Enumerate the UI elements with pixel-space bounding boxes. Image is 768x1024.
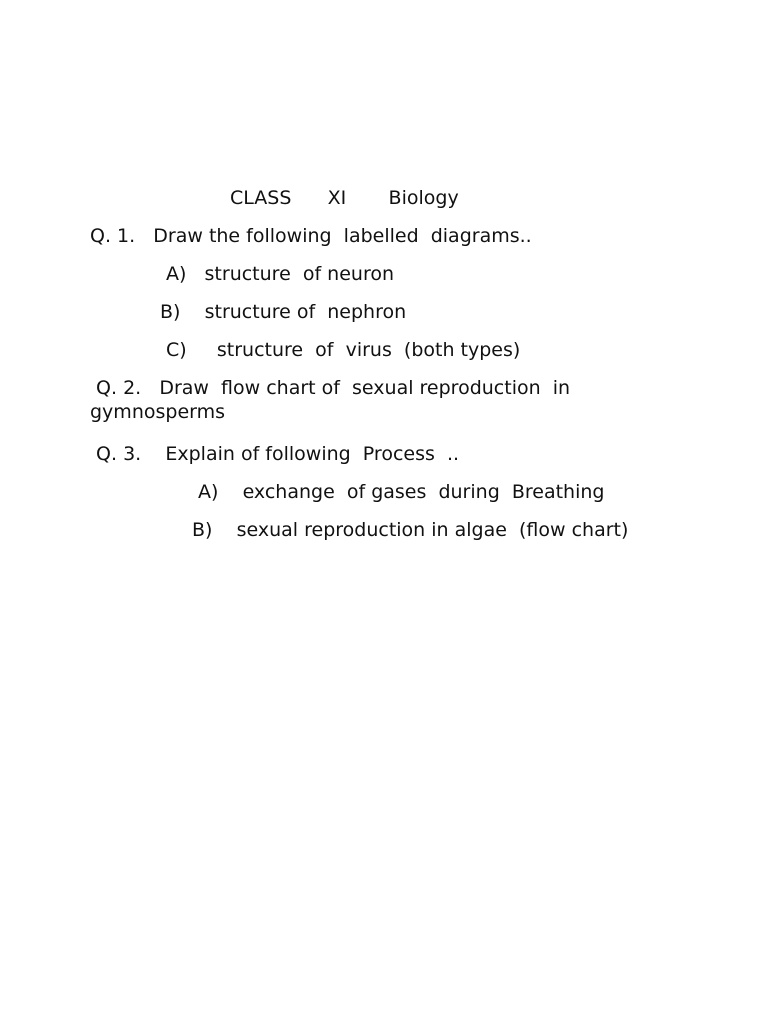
question-2: Q. 2. Draw flow chart of sexual reproduction in gymnosperms: [90, 377, 571, 423]
question-1-item-a: A) structure of neuron: [166, 263, 395, 285]
question-1-item-b: B) structure of nephron: [160, 301, 407, 323]
question-3: Q. 3. Explain of following Process ..: [90, 443, 460, 465]
question-3-item-b: B) sexual reproduction in algae (flow chart): [192, 519, 629, 541]
question-1-item-c: C) structure of virus (both types): [166, 339, 521, 361]
document-heading: CLASS XI Biology: [230, 187, 459, 209]
question-3-item-a: A) exchange of gases during Breathing: [198, 481, 605, 503]
question-1: Q. 1. Draw the following labelled diagrams..: [90, 225, 532, 247]
